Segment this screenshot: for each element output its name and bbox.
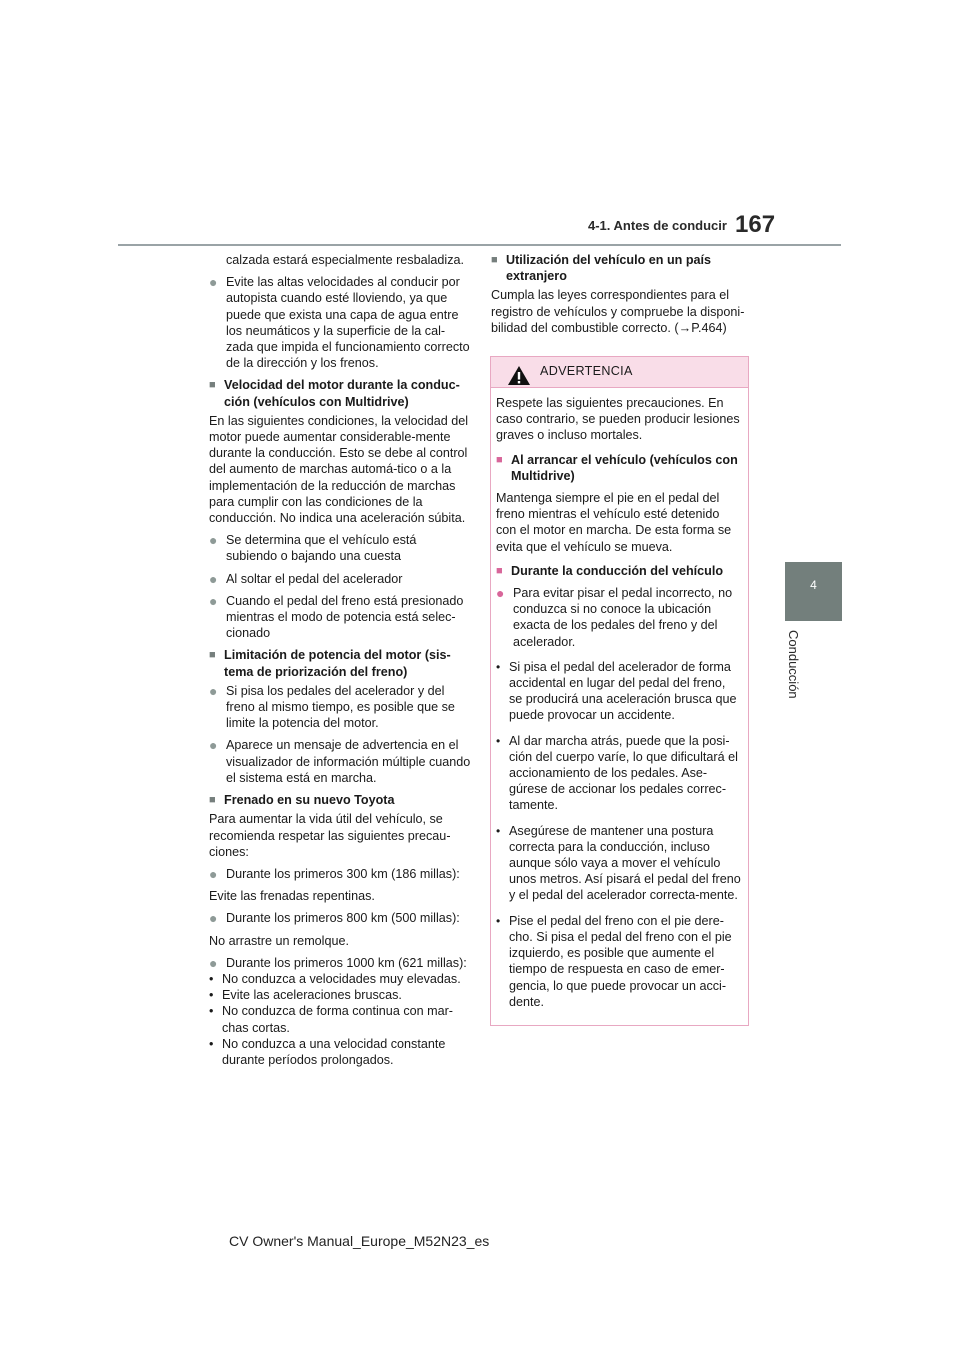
circle-bullet-icon: ● [209, 532, 218, 549]
paragraph: Respete las siguientes precauciones. En caso contrario, se pueden producir lesiones graves o incluso mortales. [496, 396, 740, 443]
left-column [209, 252, 471, 1068]
circle-bullet-icon: ● [209, 274, 218, 291]
circle-bullet-icon: ● [209, 682, 218, 699]
circle-bullet-icon: ● [209, 865, 218, 882]
section-heading: ■ Al arrancar el vehículo (vehículos con Multidrive) [496, 452, 738, 483]
header-rule [118, 244, 841, 246]
warning-box [490, 356, 749, 1026]
circle-bullet-icon: ● [496, 585, 505, 602]
square-bullet-icon: ■ [209, 379, 216, 392]
square-bullet-icon: ■ [491, 254, 498, 266]
sub-list-item: • No conduzca a una velocidad constante durante períodos prolongados. [209, 1036, 446, 1067]
chapter-label: Conducción [786, 630, 801, 699]
chapter-tab: 4 [785, 562, 842, 621]
sub-list-item: • Asegúrese de mantener una postura correcta para la conducción, incluso aunque sólo vaya a mover el vehículo unos metros. Así pisará el pedal del freno y el pedal del acelerador correcta-mente. [496, 823, 741, 903]
section-title: 4-1. Antes de conducir [588, 218, 727, 233]
circle-bullet-icon: ● [209, 737, 218, 754]
circle-bullet-icon: ● [209, 570, 218, 587]
section-heading: ■ Velocidad del motor durante la conduc-ción (vehículos con Multidrive) [209, 378, 460, 409]
paragraph: No arrastre un remolque. [209, 933, 349, 948]
warning-triangle-icon [508, 366, 530, 385]
paragraph: Mantenga siempre el pie en el pedal del freno mientras el vehículo esté detenido con el motor en marcha. De esta forma se evita que el vehículo se mueva. [496, 491, 732, 554]
circle-bullet-icon: ● [209, 592, 218, 609]
paragraph: Para aumentar la vida útil del vehículo, se recomienda respetar las siguientes precau-ciones: [209, 812, 451, 859]
list-item: ● Evite las altas velocidades al conducir por autopista cuando esté lloviendo, ya que puede que exista una capa de agua entre los neumáticos y la superficie de la cal-zada que impida el funcionamiento correcto de la dirección y los frenos. [209, 274, 470, 371]
warning-header [491, 357, 748, 388]
warning-title: ADVERTENCIA [540, 364, 633, 378]
sub-list-item: • No conduzca a velocidades muy elevadas. [209, 971, 461, 986]
list-item: ● Aparece un mensaje de advertencia en el visualizador de información múltiple cuando el sistema está en marcha. [209, 737, 471, 785]
right-column [491, 252, 753, 342]
continued-text: calzada estará especialmente resbaladiza. [226, 253, 465, 267]
section-heading: ■ Frenado en su nuevo Toyota [209, 793, 395, 808]
paragraph: En las siguientes condiciones, la velocidad del motor puede aumentar considerable-mente durante la conducción. Esto se debe al control del aumento de marchas automá-tico o a la implementación de la reducción de marchas para cumplir con las condiciones de la conducción. No indica una aceleración súbita. [209, 413, 469, 526]
square-bullet-icon: ■ [496, 564, 503, 577]
list-item: ● Se determina que el vehículo está subiendo o bajando una cuesta [209, 532, 417, 564]
square-bullet-icon: ■ [209, 649, 216, 662]
list-item: ● Cuando el pedal del freno está presionado mientras el modo de potencia está selec-cionado [209, 592, 464, 641]
square-bullet-icon: ■ [496, 453, 503, 466]
sub-list-item: • Pise el pedal del freno con el pie dere-cho. Si pisa el pedal del freno con el pie izquierdo, es posible que aumente el tiempo de respuesta en caso de emer-gencia, lo que puede provocar un acci-dente. [496, 913, 732, 1009]
square-bullet-icon: ■ [209, 794, 216, 807]
sub-list-item: • No conduzca de forma continua con mar-chas cortas. [209, 1004, 454, 1035]
list-item: ● Para evitar pisar el pedal incorrecto, no conduzca si no conoce la ubicación exacta de los pedales del freno y del acelerador. [496, 585, 733, 649]
list-item: ● Durante los primeros 1000 km (621 millas): [209, 954, 467, 971]
circle-bullet-icon: ● [209, 910, 218, 927]
footer-text: CV Owner's Manual_Europe_M52N23_es [229, 1233, 490, 1249]
list-item: ● Al soltar el pedal del acelerador [209, 570, 403, 587]
sub-list-item: • Si pisa el pedal del acelerador de forma accidental en lugar del pedal del freno, se producirá una aceleración brusca que puede provocar un accidente. [496, 659, 737, 723]
sub-list-item: • Evite las aceleraciones bruscas. [209, 988, 402, 1003]
section-heading: ■ Limitación de potencia del motor (sis-tema de priorización del freno) [209, 648, 451, 679]
list-item: ● Durante los primeros 800 km (500 millas): [209, 910, 460, 927]
warning-body [491, 388, 748, 1010]
sub-list-item: • Al dar marcha atrás, puede que la posi-ción del cuerpo varíe, lo que dificultará el accionamiento de los pedales. Ase-gúrese de accionar los pedales correc-tamente. [496, 733, 738, 813]
paragraph: Cumpla las leyes correspondientes para el registro de vehículos y compruebe la disponi-bilidad del combustible correcto. (→P.464) [491, 288, 745, 335]
list-item: ● Si pisa los pedales del acelerador y del freno al mismo tiempo, es posible que se limite la potencia del motor. [209, 682, 455, 731]
circle-bullet-icon: ● [209, 954, 218, 971]
list-item: ● Durante los primeros 300 km (186 millas): [209, 865, 460, 882]
section-heading: ■ Durante la conducción del vehículo [496, 563, 724, 578]
paragraph: Evite las frenadas repentinas. [209, 889, 375, 904]
page-number: 167 [735, 211, 776, 238]
section-heading: ■ Utilización del vehículo en un país extranjero [491, 253, 712, 284]
